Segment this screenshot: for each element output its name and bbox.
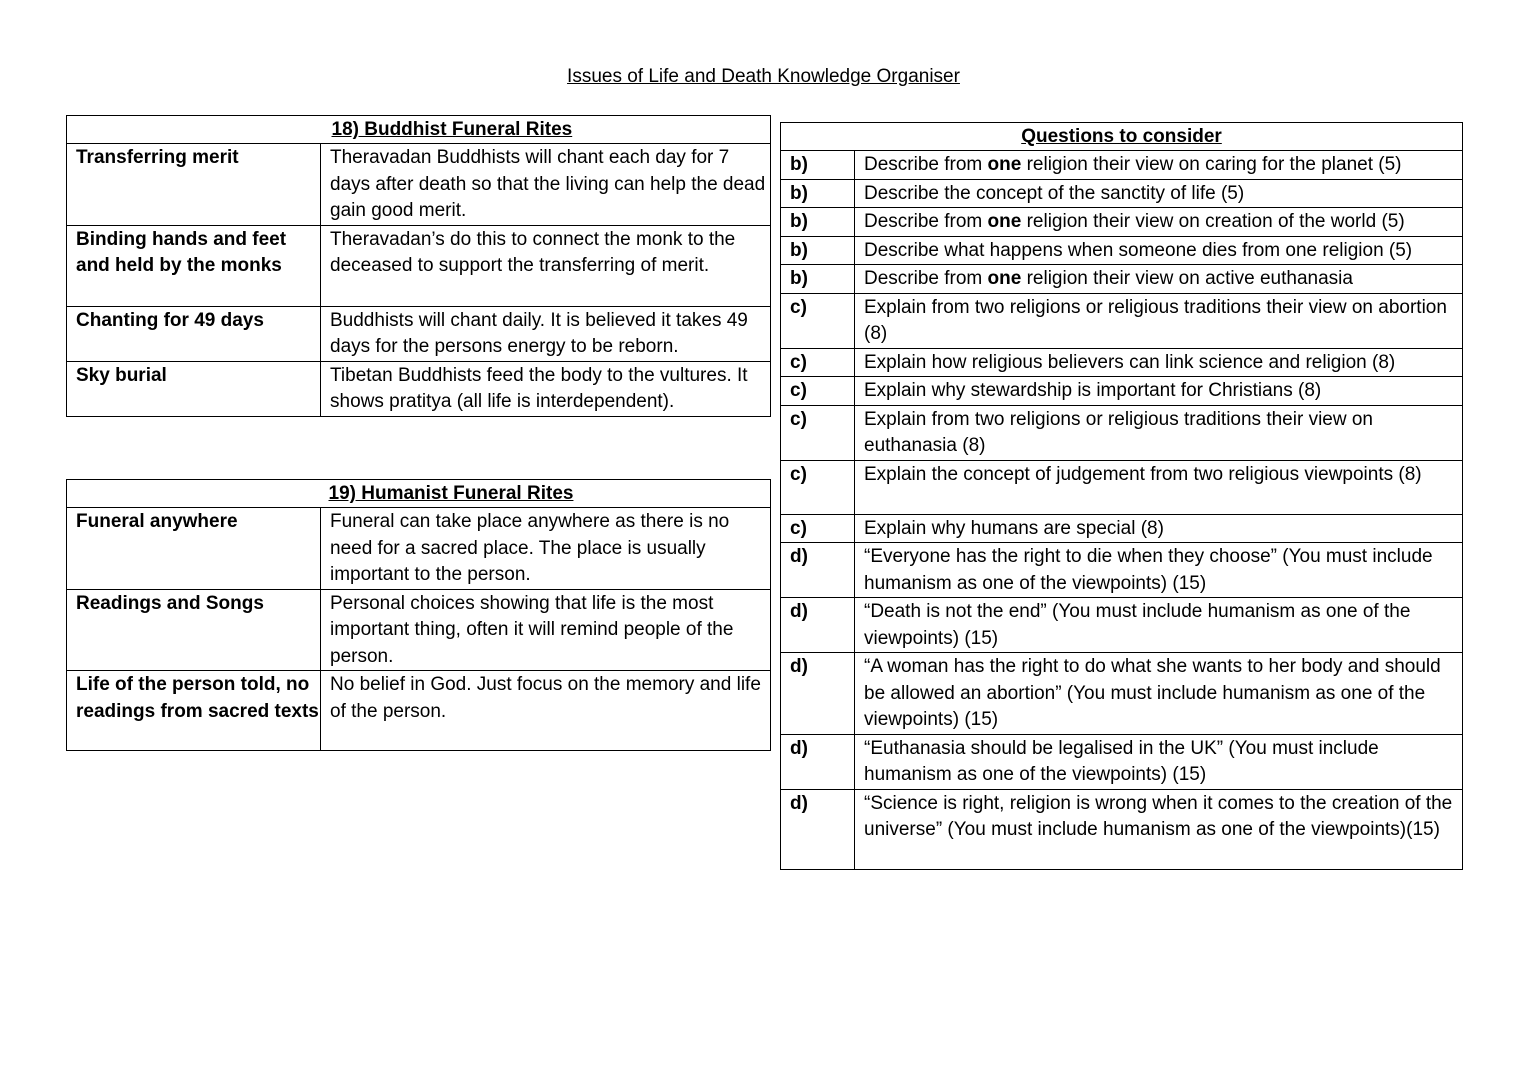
- question-row: [781, 236, 1463, 265]
- question-row: [781, 543, 1463, 598]
- term-cell: Life of the person told, no readings from sacred texts: [67, 671, 321, 751]
- question-row: [781, 208, 1463, 237]
- question-text: “Euthanasia should be legalised in the UK” (You must include humanism as one of the viewpoints) (15): [855, 734, 1463, 789]
- question-row: [781, 598, 1463, 653]
- table-header-row: [67, 116, 771, 144]
- questions-to-consider-table: [780, 122, 1463, 870]
- question-row: [781, 265, 1463, 294]
- term-cell: Funeral anywhere: [67, 508, 321, 590]
- section-heading: 19) Humanist Funeral Rites: [321, 480, 771, 508]
- table-header-row: [781, 123, 1463, 151]
- table-header-row: [67, 480, 771, 508]
- section-heading: Questions to consider: [781, 123, 1463, 151]
- term-cell: Binding hands and feet and held by the monks: [67, 225, 321, 306]
- question-row: [781, 179, 1463, 208]
- description-cell: Tibetan Buddhists feed the body to the vultures. It shows pratitya (all life is interdependent).: [321, 361, 771, 416]
- question-level: d): [781, 598, 855, 653]
- question-text: “Death is not the end” (You must include humanism as one of the viewpoints) (15): [855, 598, 1463, 653]
- question-text: Describe from one religion their view on active euthanasia: [855, 265, 1463, 294]
- section-heading: 18) Buddhist Funeral Rites: [321, 116, 771, 144]
- question-row: [781, 514, 1463, 543]
- question-row: [781, 348, 1463, 377]
- question-text: Explain the concept of judgement from two religious viewpoints (8): [855, 460, 1463, 514]
- question-row: [781, 460, 1463, 514]
- question-text: Explain why humans are special (8): [855, 514, 1463, 543]
- term-cell: Transferring merit: [67, 144, 321, 226]
- description-cell: Theravadan Buddhists will chant each day for 7 days after death so that the living can help the dead gain good merit.: [321, 144, 771, 226]
- table-row: [67, 144, 771, 226]
- description-cell: Buddhists will chant daily. It is believed it takes 49 days for the persons energy to be reborn.: [321, 306, 771, 361]
- question-text: Describe from one religion their view on creation of the world (5): [855, 208, 1463, 237]
- question-level: b): [781, 208, 855, 237]
- question-level: d): [781, 653, 855, 735]
- table-row: [67, 225, 771, 306]
- question-text: Explain how religious believers can link science and religion (8): [855, 348, 1463, 377]
- table-row: [67, 361, 771, 416]
- question-text: “Science is right, religion is wrong when it comes to the creation of the universe” (You must include humanism as one of the viewpoints)(15): [855, 789, 1463, 869]
- question-level: c): [781, 293, 855, 348]
- question-level: c): [781, 377, 855, 406]
- question-text: Explain why stewardship is important for Christians (8): [855, 377, 1463, 406]
- question-level: d): [781, 734, 855, 789]
- table-row: [67, 306, 771, 361]
- question-text: “A woman has the right to do what she wants to her body and should be allowed an abortion” (You must include humanism as one of the viewpoints) (15): [855, 653, 1463, 735]
- question-row: [781, 734, 1463, 789]
- question-level: d): [781, 789, 855, 869]
- question-level: b): [781, 179, 855, 208]
- question-level: c): [781, 460, 855, 514]
- question-text: Explain from two religions or religious traditions their view on euthanasia (8): [855, 405, 1463, 460]
- question-row: [781, 151, 1463, 180]
- question-text: “Everyone has the right to die when they choose” (You must include humanism as one of the viewpoints) (15): [855, 543, 1463, 598]
- question-row: [781, 293, 1463, 348]
- humanist-funeral-rites-table: [66, 479, 771, 751]
- table-row: [67, 671, 771, 751]
- question-text: Describe from one religion their view on caring for the planet (5): [855, 151, 1463, 180]
- question-level: c): [781, 405, 855, 460]
- description-cell: Personal choices showing that life is the most important thing, often it will remind people of the person.: [321, 589, 771, 671]
- table-row: [67, 508, 771, 590]
- term-cell: Sky burial: [67, 361, 321, 416]
- question-level: d): [781, 543, 855, 598]
- question-level: c): [781, 514, 855, 543]
- buddhist-funeral-rites-table: [66, 115, 771, 417]
- description-cell: Funeral can take place anywhere as there is no need for a sacred place. The place is usually important to the person.: [321, 508, 771, 590]
- question-text: Describe what happens when someone dies from one religion (5): [855, 236, 1463, 265]
- document-title: Issues of Life and Death Knowledge Organiser: [567, 66, 960, 87]
- question-row: [781, 377, 1463, 406]
- question-row: [781, 653, 1463, 735]
- question-level: b): [781, 265, 855, 294]
- question-text: Explain from two religions or religious traditions their view on abortion (8): [855, 293, 1463, 348]
- question-row: [781, 789, 1463, 869]
- table-row: [67, 589, 771, 671]
- question-level: c): [781, 348, 855, 377]
- description-cell: No belief in God. Just focus on the memory and life of the person.: [321, 671, 771, 751]
- description-cell: Theravadan’s do this to connect the monk to the deceased to support the transferring of merit.: [321, 225, 771, 306]
- question-row: [781, 405, 1463, 460]
- question-level: b): [781, 151, 855, 180]
- question-text: Describe the concept of the sanctity of life (5): [855, 179, 1463, 208]
- term-cell: Chanting for 49 days: [67, 306, 321, 361]
- term-cell: Readings and Songs: [67, 589, 321, 671]
- question-level: b): [781, 236, 855, 265]
